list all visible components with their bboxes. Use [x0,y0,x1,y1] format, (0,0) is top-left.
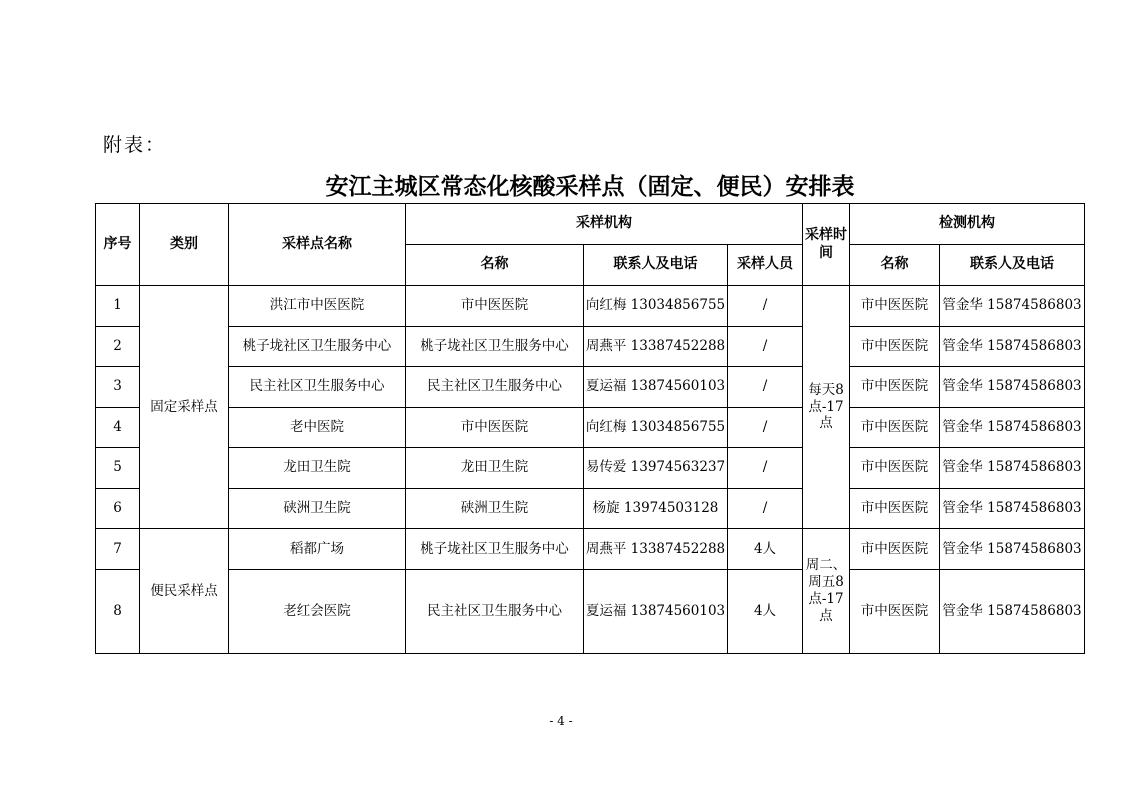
site-cell: 桃子垅社区卫生服务中心 [229,326,406,367]
header-org-name: 名称 [406,245,584,286]
site-cell: 洪江市中医医院 [229,286,406,327]
seq-cell: 1 [96,286,140,327]
test-contact-cell: 管金华 15874586803 [940,326,1085,367]
staff-cell: / [728,367,803,408]
header-sampling-time: 采样时间 [803,204,850,286]
site-cell: 老中医院 [229,407,406,448]
contact-cell: 夏运福 13874560103 [584,367,728,408]
header-category: 类别 [140,204,229,286]
test-contact-cell: 管金华 15874586803 [940,286,1085,327]
header-staff: 采样人员 [728,245,803,286]
table-row [96,529,1085,570]
staff-cell: / [728,448,803,489]
page-title: 安江主城区常态化核酸采样点（固定、便民）安排表 [325,174,855,200]
seq-cell: 4 [96,407,140,448]
test-contact-cell: 管金华 15874586803 [940,407,1085,448]
test-contact-cell: 管金华 15874586803 [940,529,1085,570]
org-cell: 桃子垅社区卫生服务中心 [406,326,584,367]
test-contact-cell: 管金华 15874586803 [940,488,1085,529]
time-cell: 周二、周五8点-17点 [803,529,850,654]
seq-cell: 5 [96,448,140,489]
category-cell: 便民采样点 [140,529,229,654]
annex-label: 附表： [103,134,167,156]
test-contact-cell: 管金华 15874586803 [940,570,1085,654]
org-cell: 民主社区卫生服务中心 [406,367,584,408]
org-cell: 龙田卫生院 [406,448,584,489]
test-org-cell: 市中医医院 [850,367,940,408]
test-org-cell: 市中医医院 [850,488,940,529]
contact-cell: 周燕平 13387452288 [584,326,728,367]
staff-cell: 4人 [728,570,803,654]
sampling-schedule-table [95,203,1085,654]
staff-cell: / [728,407,803,448]
site-cell: 龙田卫生院 [229,448,406,489]
test-contact-cell: 管金华 15874586803 [940,367,1085,408]
contact-cell: 易传爱 13974563237 [584,448,728,489]
header-test-contact: 联系人及电话 [940,245,1085,286]
seq-cell: 7 [96,529,140,570]
test-org-cell: 市中医医院 [850,407,940,448]
org-cell: 市中医医院 [406,286,584,327]
header-sampling-org: 采样机构 [406,204,803,245]
header-seq: 序号 [96,204,140,286]
test-org-cell: 市中医医院 [850,326,940,367]
test-org-cell: 市中医医院 [850,286,940,327]
staff-cell: / [728,326,803,367]
table-row [96,407,1085,448]
org-cell: 民主社区卫生服务中心 [406,570,584,654]
staff-cell: / [728,286,803,327]
category-cell: 固定采样点 [140,286,229,529]
table-row [96,326,1085,367]
contact-cell: 夏运福 13874560103 [584,570,728,654]
test-org-cell: 市中医医院 [850,529,940,570]
header-testing-org: 检测机构 [850,204,1085,245]
seq-cell: 8 [96,570,140,654]
seq-cell: 3 [96,367,140,408]
header-test-name: 名称 [850,245,940,286]
seq-cell: 6 [96,488,140,529]
contact-cell: 杨旋 13974503128 [584,488,728,529]
table-row [96,488,1085,529]
header-contact: 联系人及电话 [584,245,728,286]
time-cell: 每天8点-17点 [803,286,850,529]
table-row [96,367,1085,408]
contact-cell: 向红梅 13034856755 [584,407,728,448]
test-org-cell: 市中医医院 [850,448,940,489]
table-row [96,286,1085,327]
org-cell: 市中医医院 [406,407,584,448]
org-cell: 桃子垅社区卫生服务中心 [406,529,584,570]
site-cell: 老红会医院 [229,570,406,654]
table-row [96,448,1085,489]
staff-cell: / [728,488,803,529]
seq-cell: 2 [96,326,140,367]
site-cell: 稻都广场 [229,529,406,570]
header-site-name: 采样点名称 [229,204,406,286]
page-number: - 4 - [549,714,573,728]
test-contact-cell: 管金华 15874586803 [940,448,1085,489]
test-org-cell: 市中医医院 [850,570,940,654]
site-cell: 民主社区卫生服务中心 [229,367,406,408]
contact-cell: 向红梅 13034856755 [584,286,728,327]
table-row [96,570,1085,654]
staff-cell: 4人 [728,529,803,570]
contact-cell: 周燕平 13387452288 [584,529,728,570]
site-cell: 硖洲卫生院 [229,488,406,529]
org-cell: 硖洲卫生院 [406,488,584,529]
